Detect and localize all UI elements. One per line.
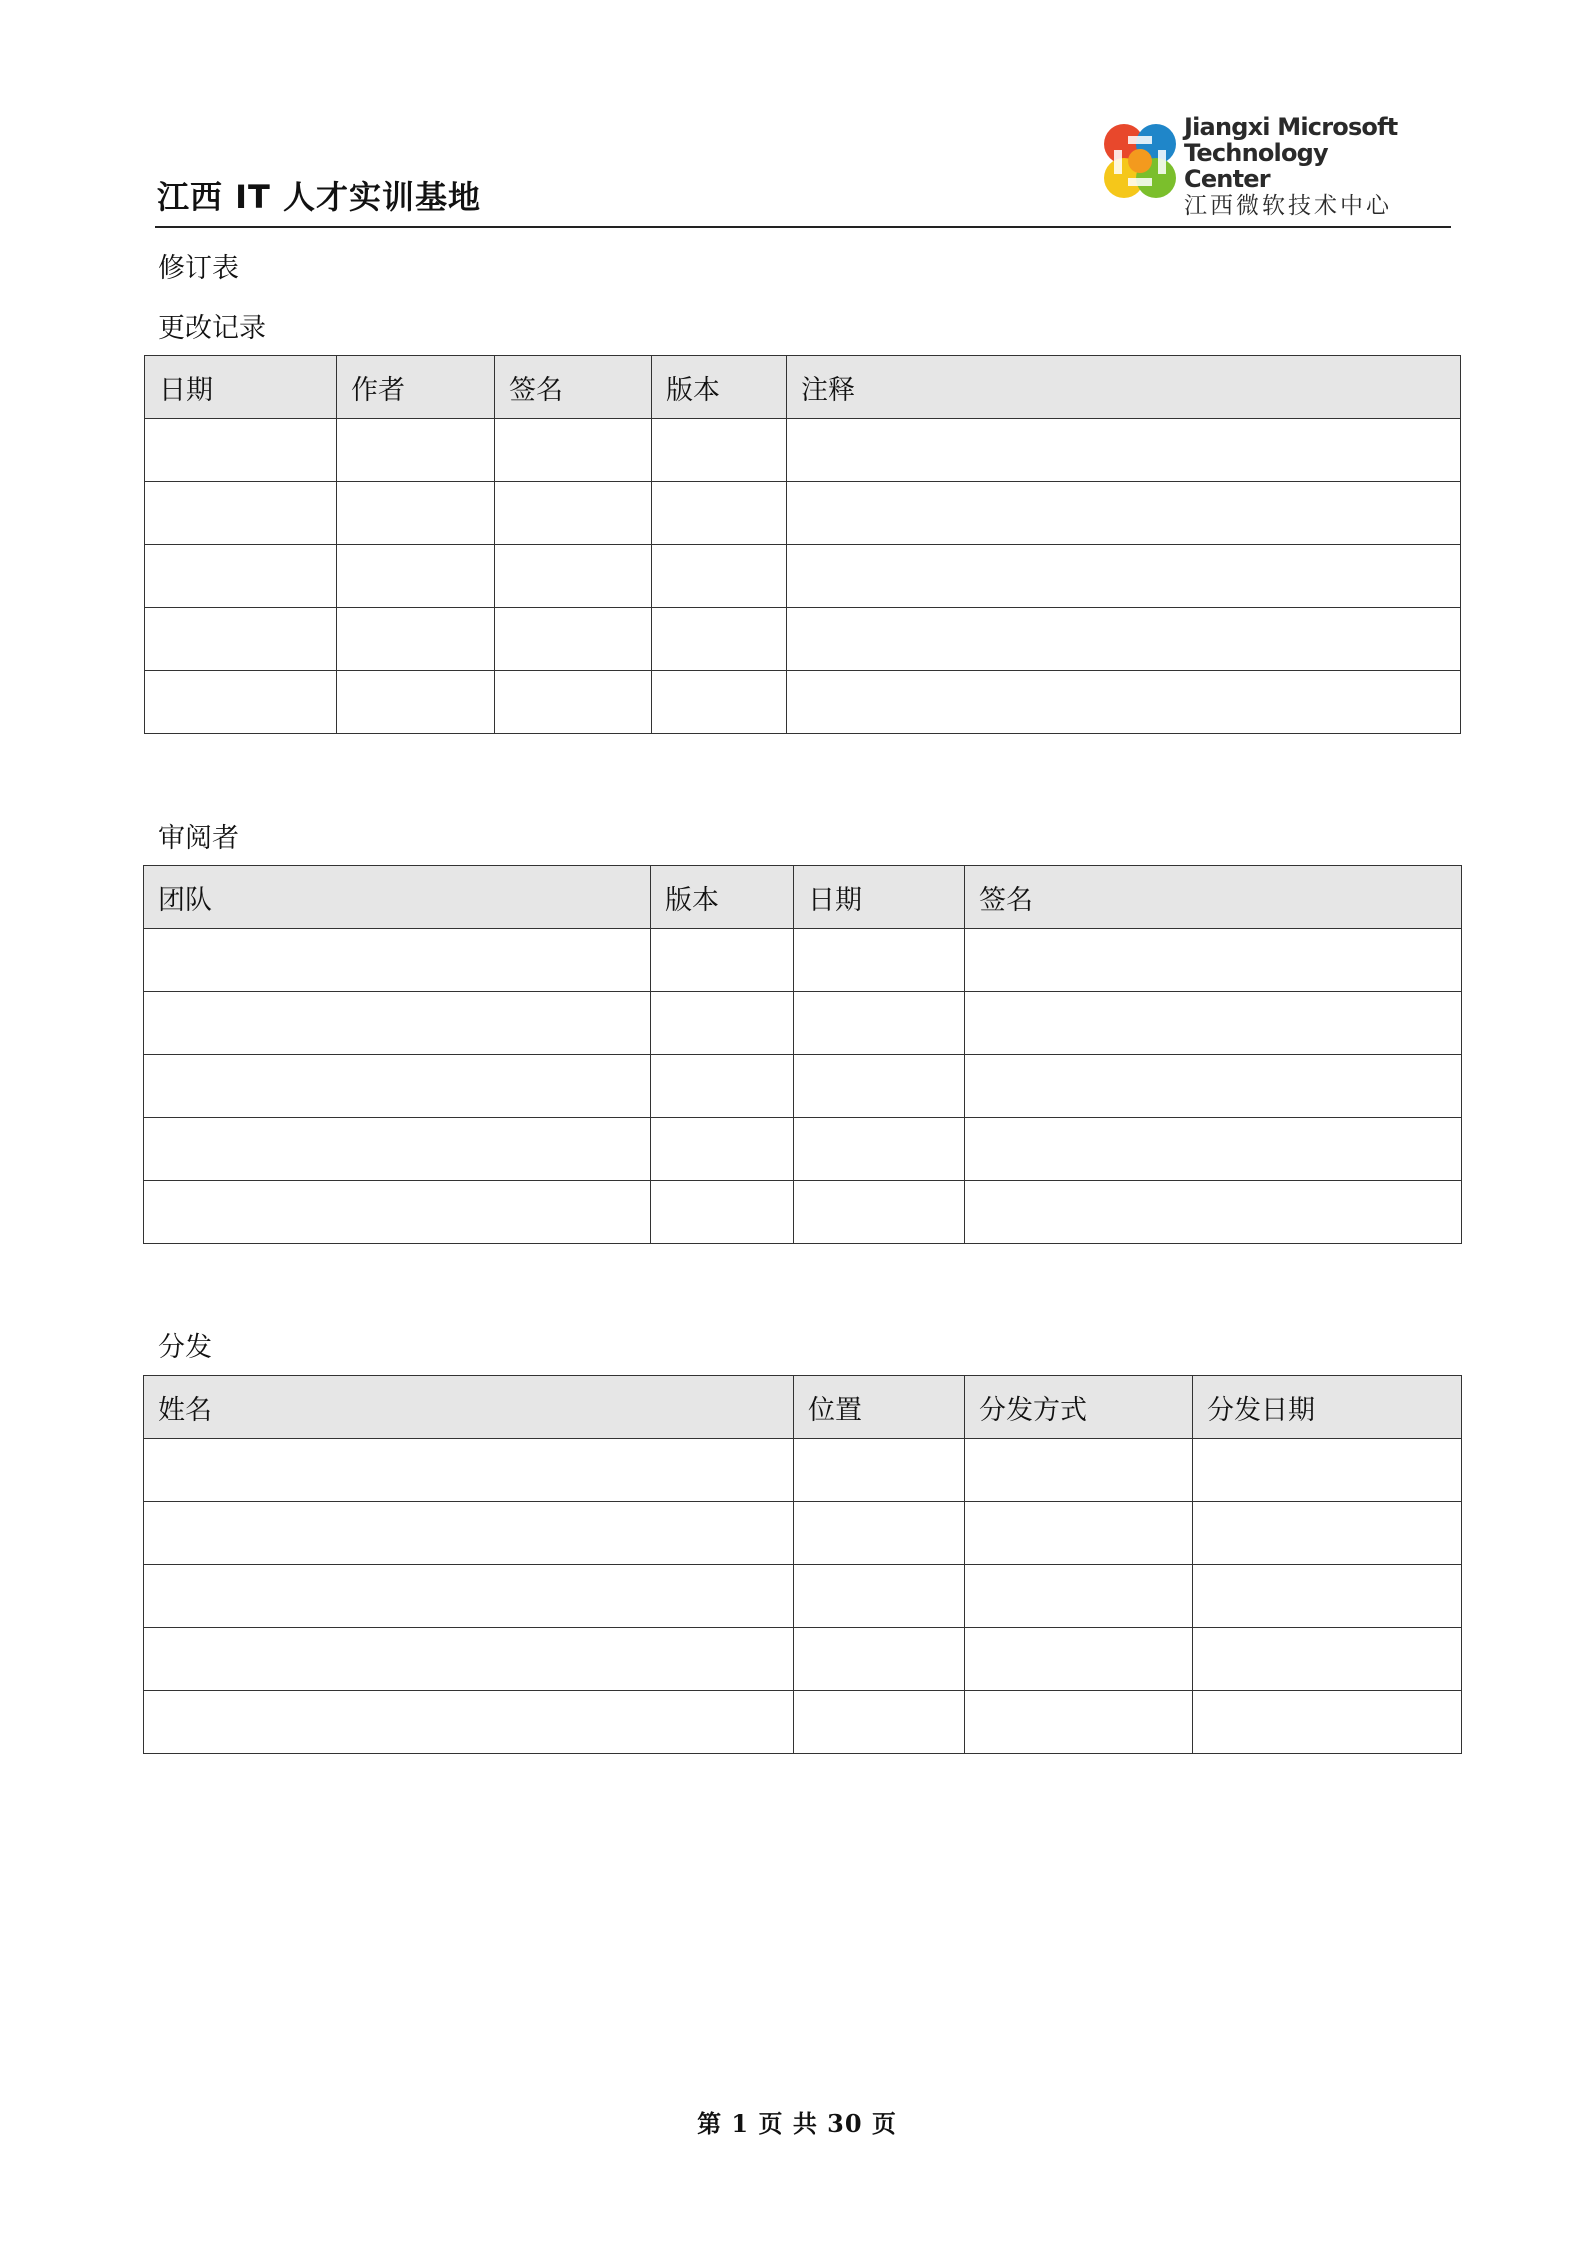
column-header: 版本: [651, 866, 794, 929]
logo-en-line2: Technology Center: [1184, 139, 1328, 193]
table-cell[interactable]: [144, 1118, 651, 1181]
table-row: [145, 608, 1461, 671]
table-cell[interactable]: [965, 1439, 1193, 1502]
table-cell[interactable]: [794, 1691, 965, 1754]
table-cell[interactable]: [1193, 1628, 1462, 1691]
change-log-table: [144, 355, 1461, 734]
table-cell[interactable]: [794, 1502, 965, 1565]
table-cell[interactable]: [651, 1181, 794, 1244]
table-cell[interactable]: [145, 419, 337, 482]
change-log-body: [145, 419, 1461, 734]
table-cell[interactable]: [651, 992, 794, 1055]
header-title: 江西 IT 人才实训基地: [157, 178, 482, 216]
company-logo: [1098, 113, 1418, 219]
table-cell[interactable]: [787, 482, 1461, 545]
page-header: [155, 110, 1451, 230]
table-cell[interactable]: [337, 671, 495, 734]
table-cell[interactable]: [787, 545, 1461, 608]
logo-text: [1184, 114, 1418, 219]
table-cell[interactable]: [965, 992, 1462, 1055]
table-cell[interactable]: [651, 929, 794, 992]
column-header: 作者: [337, 356, 495, 419]
table-row: [144, 1691, 1462, 1754]
table-row: [145, 671, 1461, 734]
column-header: 姓名: [144, 1376, 794, 1439]
table-cell[interactable]: [144, 1502, 794, 1565]
table-cell[interactable]: [965, 1055, 1462, 1118]
column-header: 注释: [787, 356, 1461, 419]
reviewers-table: [143, 865, 1462, 1244]
column-header: 位置: [794, 1376, 965, 1439]
table-cell[interactable]: [144, 1181, 651, 1244]
table-cell[interactable]: [495, 419, 652, 482]
column-header: 签名: [495, 356, 652, 419]
table-cell[interactable]: [787, 671, 1461, 734]
table-cell[interactable]: [145, 545, 337, 608]
page-heading: 修订表: [158, 253, 239, 284]
table-row: [144, 1118, 1462, 1181]
table-row: [144, 1565, 1462, 1628]
table-cell[interactable]: [145, 671, 337, 734]
distribution-header-row: [144, 1376, 1462, 1439]
table-cell[interactable]: [144, 1691, 794, 1754]
table-cell[interactable]: [144, 1565, 794, 1628]
change-log-label: 更改记录: [158, 313, 266, 344]
column-header: 版本: [652, 356, 787, 419]
table-cell[interactable]: [144, 992, 651, 1055]
table-cell[interactable]: [794, 1439, 965, 1502]
table-row: [144, 1628, 1462, 1691]
table-cell[interactable]: [144, 929, 651, 992]
table-row: [144, 1439, 1462, 1502]
table-row: [144, 1502, 1462, 1565]
page-number: 第 1 页 共 30 页: [697, 2109, 897, 2138]
table-cell[interactable]: [651, 1055, 794, 1118]
column-header: 分发方式: [965, 1376, 1193, 1439]
table-cell[interactable]: [794, 1055, 965, 1118]
table-cell[interactable]: [144, 1628, 794, 1691]
table-cell[interactable]: [495, 545, 652, 608]
header-divider: [155, 226, 1451, 228]
table-row: [145, 482, 1461, 545]
reviewers-body: [144, 929, 1462, 1244]
table-cell[interactable]: [144, 1055, 651, 1118]
logo-en-line1: Jiangxi Microsoft: [1184, 113, 1398, 141]
table-cell[interactable]: [145, 608, 337, 671]
table-cell[interactable]: [787, 419, 1461, 482]
table-cell[interactable]: [144, 1439, 794, 1502]
table-cell[interactable]: [965, 1628, 1193, 1691]
distribution-body: [144, 1439, 1462, 1754]
table-cell[interactable]: [652, 545, 787, 608]
column-header: 签名: [965, 866, 1462, 929]
table-cell[interactable]: [652, 482, 787, 545]
table-cell[interactable]: [652, 608, 787, 671]
table-cell[interactable]: [1193, 1565, 1462, 1628]
table-cell[interactable]: [794, 1565, 965, 1628]
table-cell[interactable]: [652, 419, 787, 482]
table-cell[interactable]: [965, 929, 1462, 992]
table-cell[interactable]: [495, 608, 652, 671]
table-cell[interactable]: [965, 1502, 1193, 1565]
table-cell[interactable]: [1193, 1502, 1462, 1565]
table-cell[interactable]: [495, 671, 652, 734]
table-cell[interactable]: [652, 671, 787, 734]
table-cell[interactable]: [965, 1565, 1193, 1628]
table-row: [145, 419, 1461, 482]
table-cell[interactable]: [145, 482, 337, 545]
table-row: [145, 545, 1461, 608]
table-cell[interactable]: [495, 482, 652, 545]
table-cell[interactable]: [794, 1181, 965, 1244]
table-cell[interactable]: [337, 608, 495, 671]
table-cell[interactable]: [787, 608, 1461, 671]
table-cell[interactable]: [794, 1628, 965, 1691]
table-cell[interactable]: [965, 1691, 1193, 1754]
reviewers-header-row: [144, 866, 1462, 929]
table-cell[interactable]: [965, 1181, 1462, 1244]
change-log-header-row: [145, 356, 1461, 419]
column-header: 团队: [144, 866, 651, 929]
table-row: [144, 992, 1462, 1055]
table-cell[interactable]: [965, 1118, 1462, 1181]
column-header: 分发日期: [1193, 1376, 1462, 1439]
column-header: 日期: [794, 866, 965, 929]
logo-knot-icon: [1098, 120, 1182, 204]
table-cell[interactable]: [337, 482, 495, 545]
distribution-table: [143, 1375, 1462, 1754]
table-cell[interactable]: [651, 1118, 794, 1181]
table-cell[interactable]: [794, 929, 965, 992]
table-row: [144, 1055, 1462, 1118]
table-cell[interactable]: [794, 992, 965, 1055]
reviewers-label: 审阅者: [158, 823, 239, 854]
table-cell[interactable]: [794, 1118, 965, 1181]
table-row: [144, 929, 1462, 992]
table-cell[interactable]: [1193, 1439, 1462, 1502]
column-header: 日期: [145, 356, 337, 419]
table-cell[interactable]: [337, 419, 495, 482]
table-cell[interactable]: [1193, 1691, 1462, 1754]
table-row: [144, 1181, 1462, 1244]
table-cell[interactable]: [337, 545, 495, 608]
logo-cn: 江西微软技术中心: [1184, 193, 1392, 219]
distribution-label: 分发: [158, 1332, 212, 1363]
